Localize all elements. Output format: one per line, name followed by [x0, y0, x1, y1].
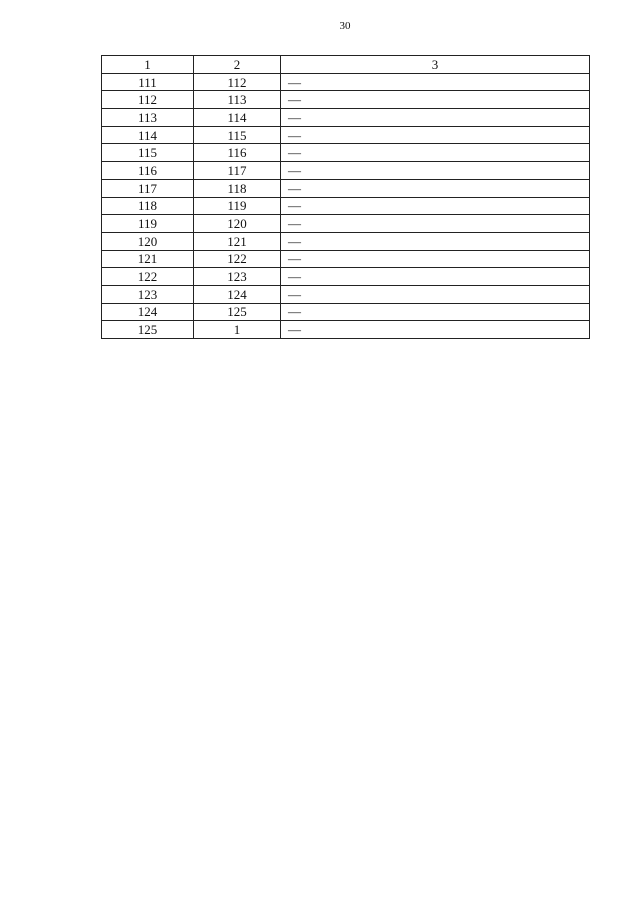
table-cell: 121	[102, 250, 194, 268]
table-row	[102, 303, 590, 321]
table-row	[102, 179, 590, 197]
table-row	[102, 144, 590, 162]
table-row	[102, 215, 590, 233]
table-row	[102, 91, 590, 109]
table-cell: 122	[194, 250, 281, 268]
table-cell: —	[281, 232, 590, 250]
table-cell: 1	[194, 321, 281, 339]
table-row	[102, 162, 590, 180]
table-cell: —	[281, 109, 590, 127]
table-cell: 117	[102, 179, 194, 197]
table-cell: —	[281, 250, 590, 268]
table-cell: 118	[194, 179, 281, 197]
table-row	[102, 232, 590, 250]
table-cell: —	[281, 321, 590, 339]
table-cell: —	[281, 197, 590, 215]
table-cell: 112	[194, 73, 281, 91]
table-cell: 124	[194, 285, 281, 303]
table-cell: 123	[194, 268, 281, 286]
table-cell: 121	[194, 232, 281, 250]
table-cell: 122	[102, 268, 194, 286]
table-cell: 123	[102, 285, 194, 303]
column-header-3: 3	[281, 56, 590, 74]
table-cell: 114	[194, 109, 281, 127]
table-cell: 116	[102, 162, 194, 180]
table-cell: —	[281, 303, 590, 321]
table-cell: 124	[102, 303, 194, 321]
table-cell: 119	[194, 197, 281, 215]
table-header-row	[102, 56, 590, 74]
table-row	[102, 250, 590, 268]
column-header-1: 1	[102, 56, 194, 74]
table-row	[102, 197, 590, 215]
table-cell: 115	[102, 144, 194, 162]
table-cell: —	[281, 285, 590, 303]
table-cell: 120	[194, 215, 281, 233]
table-cell: —	[281, 215, 590, 233]
table-cell: —	[281, 144, 590, 162]
table-cell: 115	[194, 126, 281, 144]
table-cell: 111	[102, 73, 194, 91]
table-row	[102, 73, 590, 91]
table-cell: 119	[102, 215, 194, 233]
table-cell: 125	[194, 303, 281, 321]
table-row	[102, 285, 590, 303]
table-cell: 125	[102, 321, 194, 339]
table-row	[102, 109, 590, 127]
table-cell: —	[281, 126, 590, 144]
table-cell: 118	[102, 197, 194, 215]
page-number: 30	[339, 20, 351, 32]
table-cell: 116	[194, 144, 281, 162]
table-cell: 114	[102, 126, 194, 144]
table-cell: —	[281, 73, 590, 91]
data-table	[101, 55, 590, 339]
table-row	[102, 126, 590, 144]
table-cell: 113	[194, 91, 281, 109]
table-cell: 112	[102, 91, 194, 109]
table-cell: 120	[102, 232, 194, 250]
table-cell: 117	[194, 162, 281, 180]
table-cell: —	[281, 268, 590, 286]
table-cell: —	[281, 91, 590, 109]
table-row	[102, 321, 590, 339]
table-cell: —	[281, 179, 590, 197]
column-header-2: 2	[194, 56, 281, 74]
table-row	[102, 268, 590, 286]
table-cell: —	[281, 162, 590, 180]
table-cell: 113	[102, 109, 194, 127]
